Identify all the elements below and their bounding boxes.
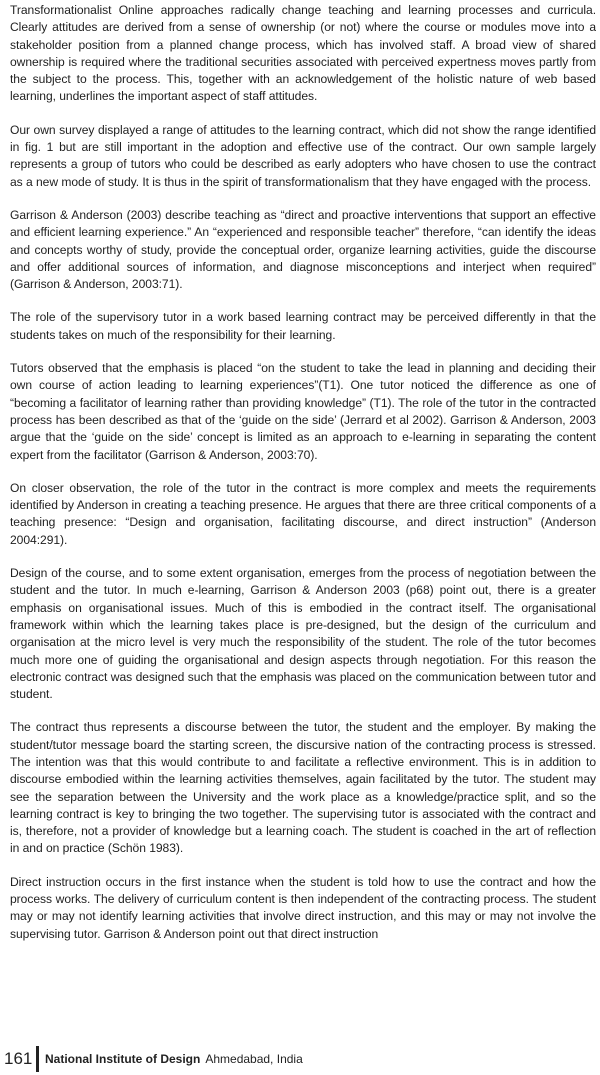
institution-name: National Institute of Design — [45, 1052, 201, 1066]
paragraph-8: The contract thus represents a discourse between the tutor, the student and the employer. By making the student/tutor message board the starting screen, the discursive nation of the contracting process is stressed. The intention was that this would contribute to and facilitate a reflective environment. This is in addition to discourse embodied within the learning activities themselves, again facilitated by the tutor. The student may see the separation between the University and the work place as a knowledge/practice split, and so the learning contract is key to bringing the two together. The supervising tutor is associated with the contract and is, therefore, not a provider of knowledge but a learning coach. The student is coached in the art of reflection in and on practice (Schön 1983). — [10, 720, 596, 856]
paragraph-1: Transformationalist Online approaches radically change teaching and learning processes and curricula. Clearly attitudes are derived from a sense of ownership (or not) where the course or modules move into a stakeholder position from a planned change process, which has involved staff. A broad view of shared ownership is required where the traditional securities associated with perceived expertness moves partly from the subject to the process. This, together with an acknowledgement of the holistic nature of web based learning, underlines the important aspect of staff attitudes. — [10, 3, 596, 104]
paragraph-5: Tutors observed that the emphasis is placed “on the student to take the lead in planning and deciding their own course of action leading to learning experiences”(T1). One tutor noticed the difference as one of “becoming a facilitator of learning rather than providing knowledge” (T1). The role of the tutor in the contracted process has been described as that of the ‘guide on the side’ (Jerrard et al 2002). Garrison & Anderson, 2003 argue that the ‘guide on the side’ concept is limited as an approach to e-learning in separating the content expert from the facilitator (Garrison & Anderson, 2003:70). — [10, 361, 596, 462]
paragraph-6: On closer observation, the role of the tutor in the contract is more complex and meets the requirements identified by Anderson in creating a teaching presence. He argues that there are three critical components of a teaching presence: “Design and organisation, facilitating discourse, and direct instruction” (Anderson 2004:291). — [10, 480, 596, 547]
page-footer — [4, 1044, 596, 1074]
institution-location: Ahmedabad, India — [205, 1052, 303, 1066]
paragraph-3: Garrison & Anderson (2003) describe teaching as “direct and proactive interventions that support an effective and efficient learning experience.” An “experienced and responsible teacher” therefore, “can identify the ideas and concepts worthy of study, provide the conceptual order, organize learning activities, guide the discourse and offer additional sources of information, and diagnose misconceptions and interject when required” (Garrison & Anderson, 2003:71). — [10, 207, 596, 292]
paragraph-9: Direct instruction occurs in the first instance when the student is told how to use the contract and how the process works. The delivery of curriculum content is then independent of the contracting process. The student may or may not identify learning activities that involve direct instruction, and this may or may not involve the supervising tutor. Garrison & Anderson point out that direct instruction — [10, 874, 596, 941]
paragraph-4: The role of the supervisory tutor in a work based learning contract may be perceived differently in that the students takes on much of the responsibility for their learning. — [10, 310, 596, 342]
page-number: 161 — [4, 1049, 33, 1068]
paragraph-2: Our own survey displayed a range of attitudes to the learning contract, which did not show the range identified in fig. 1 but are still important in the adoption and effective use of the contract. Our own sample largely represents a group of tutors who could be described as early adopters who have chosen to use the contract as a new mode of study. It is thus in the spirit of transformationalism that they have engaged with the process. — [10, 122, 596, 189]
footer-divider — [36, 1046, 39, 1072]
paragraph-7: Design of the course, and to some extent organisation, emerges from the process of negotiation between the student and the tutor. In much e-learning, Garrison & Anderson 2003 (p68) point out, there is a greater emphasis on organisational issues. Much of this is embodied in the contract itself. The organisational framework within which the learning takes place is pre-designed, but the design of the curriculum and organisation at the micro level is very much the responsibility of the student. The role of the tutor becomes much more one of guiding the organisational and design aspects through negotiation. For this reason the electronic contract was designed such that the emphasis was placed on the communication between tutor and student. — [10, 566, 596, 702]
page-body — [10, 2, 596, 1032]
